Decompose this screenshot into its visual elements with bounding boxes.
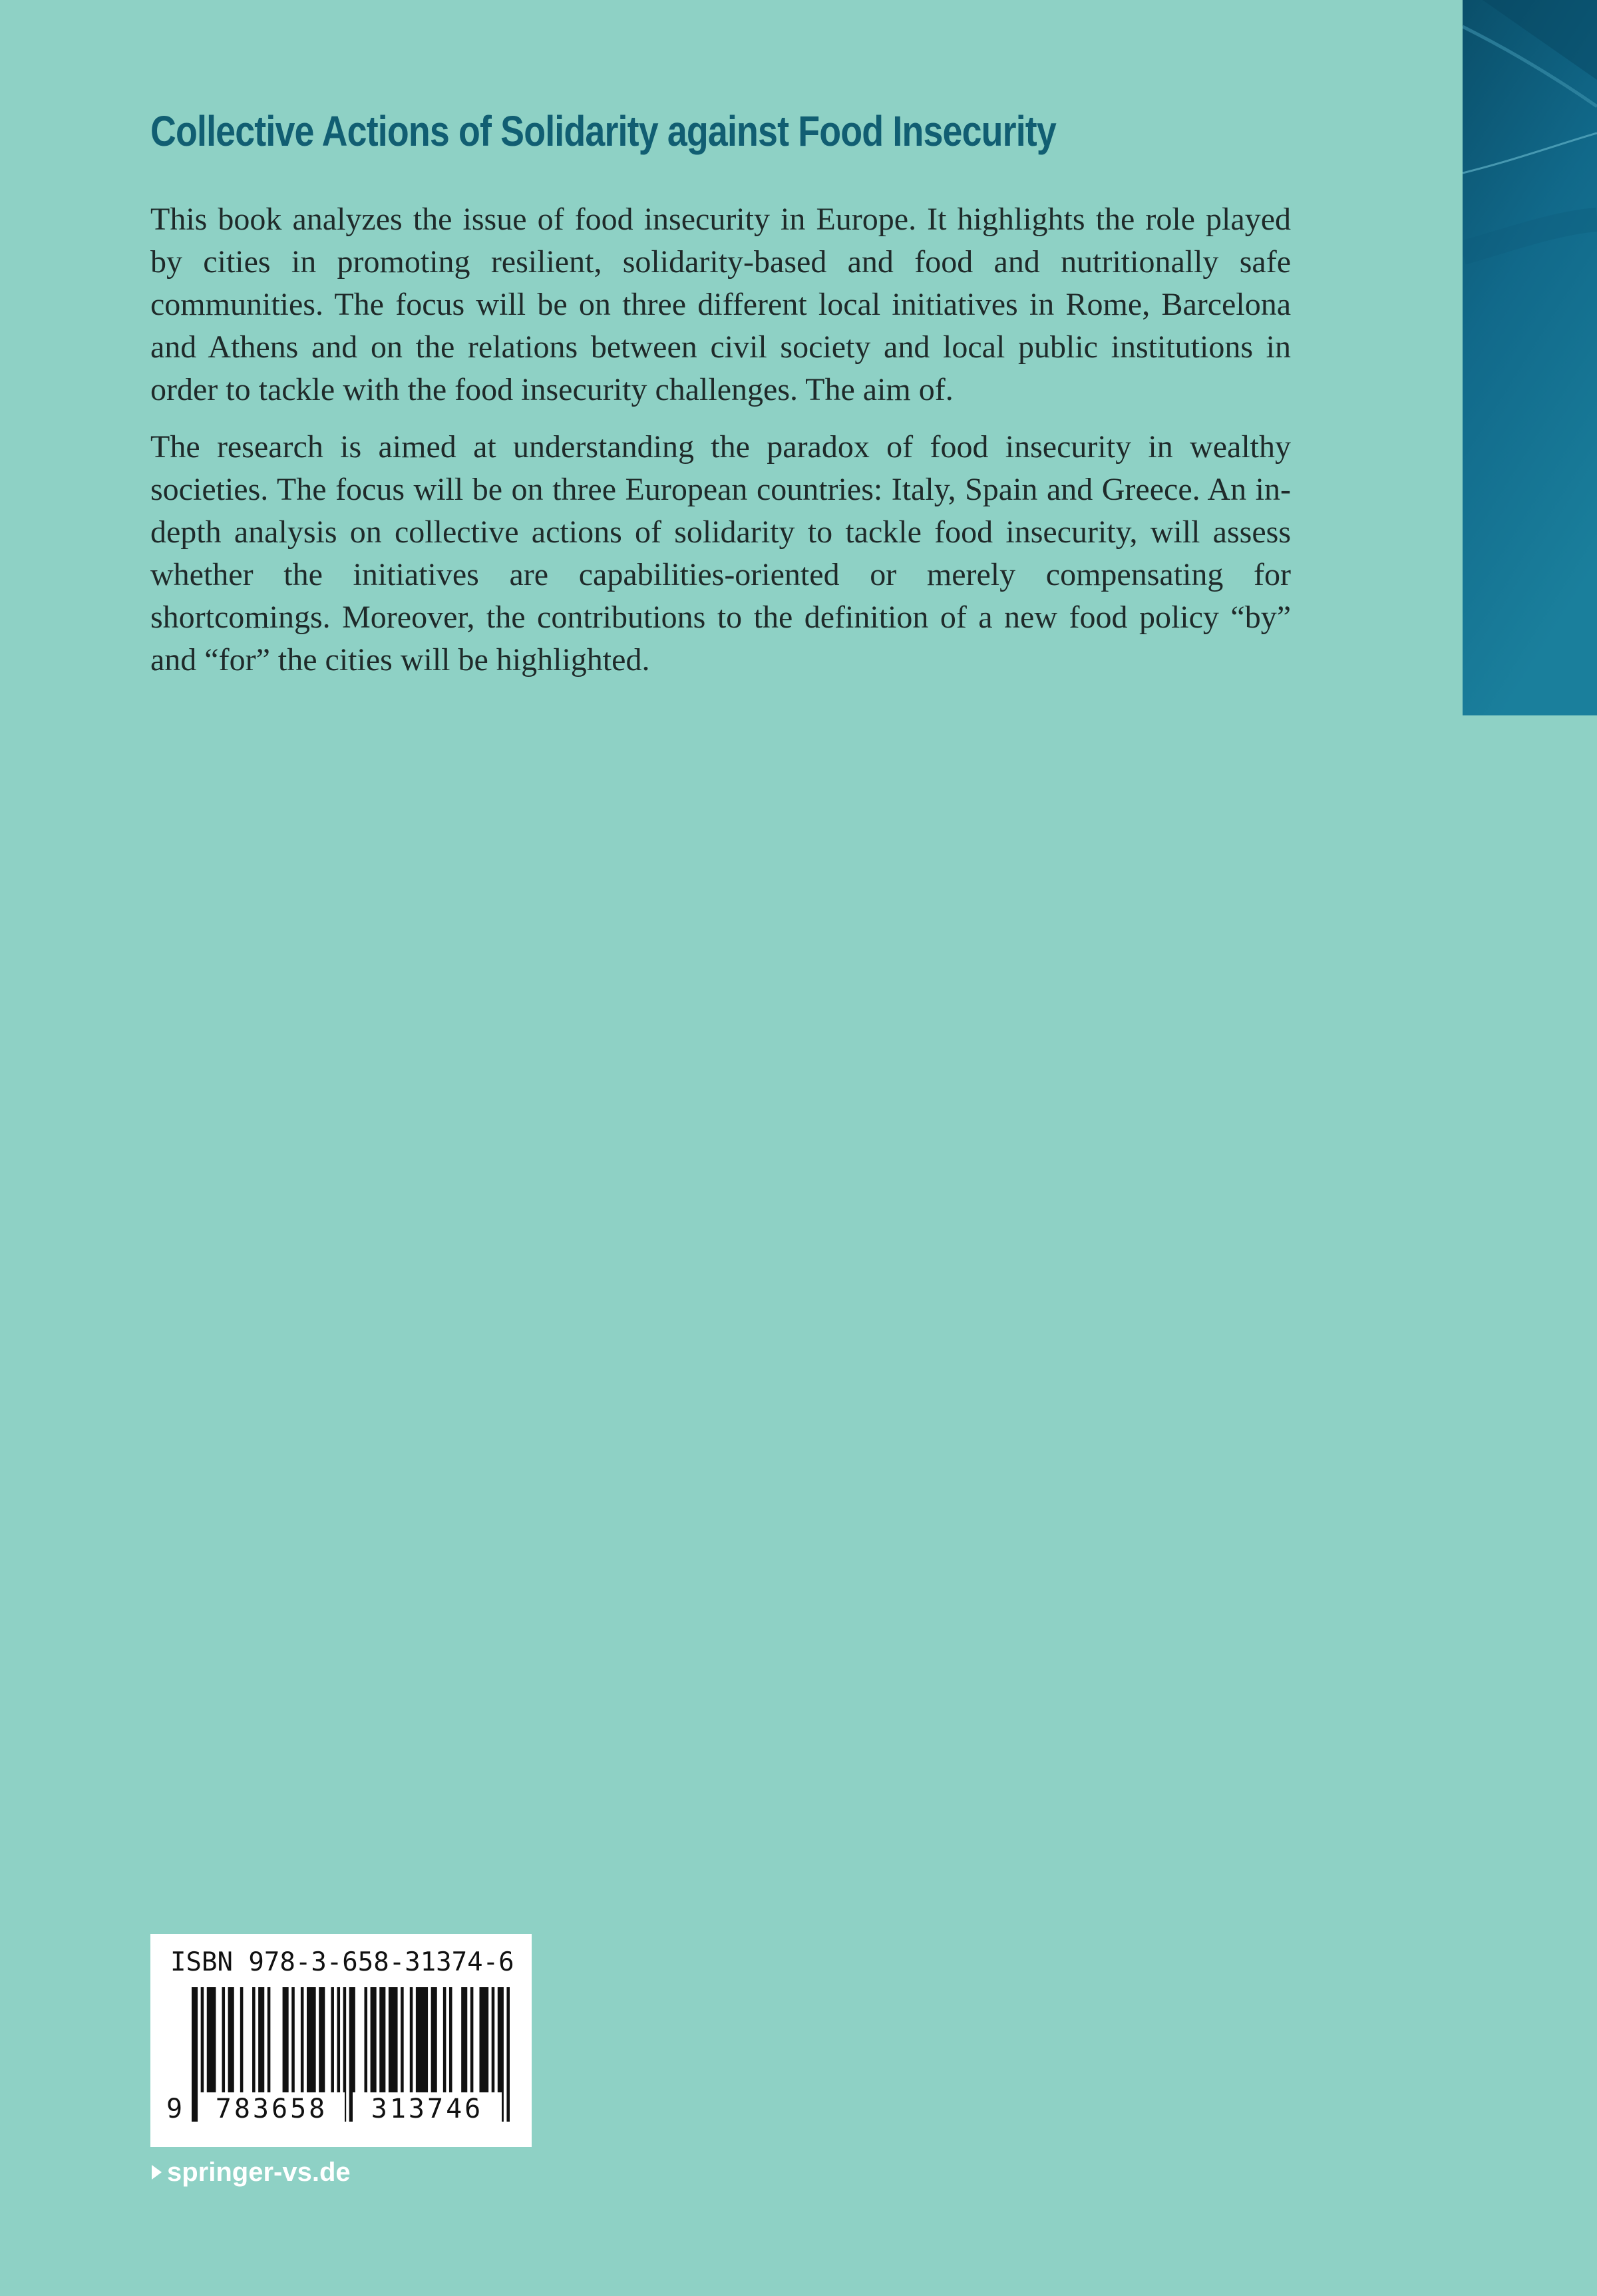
play-arrow-icon (152, 2165, 162, 2180)
ean-prefix-digit: 9 (166, 2094, 183, 2124)
ean-right-digits: 313746 (353, 2092, 502, 2126)
back-cover-title: Collective Actions of Solidarity against Food Insecurity (150, 107, 1056, 155)
website-label: springer-vs.de (167, 2158, 351, 2187)
ean-left-digits: 783658 (198, 2092, 345, 2126)
publisher-website-link[interactable] (152, 2154, 351, 2191)
description-paragraph-2: The research is aimed at understanding the paradox of food insecurity in wealthy societies. The focus will be on three European countries: Italy, Spain and Greece. An in-depth analysis on collective actions of solidarity to tackle food insecurity, will assess whether the initiatives are capabilities-oriented or merely compensating for shortcomings. Moreover, the contributions to the definition of a new food policy “by” and “for” the cities will be highlighted. (150, 429, 1291, 677)
book-description (150, 198, 1291, 681)
description-paragraph-1: This book analyzes the issue of food insecurity in Europe. It highlights the role played by cities in promoting resilient, solidarity-based and food and nutritionally safe communities. The focus will be on three different local initiatives in Rome, Barcelona and Athens and on the relations between civil society and local public institutions in order to tackle with the food insecurity challenges. The aim of. (150, 202, 1291, 407)
isbn-label: ISBN 978-3-658-31374-6 (170, 1947, 514, 1977)
isbn-barcode (150, 1934, 532, 2147)
decorative-corner-band (1463, 0, 1597, 715)
